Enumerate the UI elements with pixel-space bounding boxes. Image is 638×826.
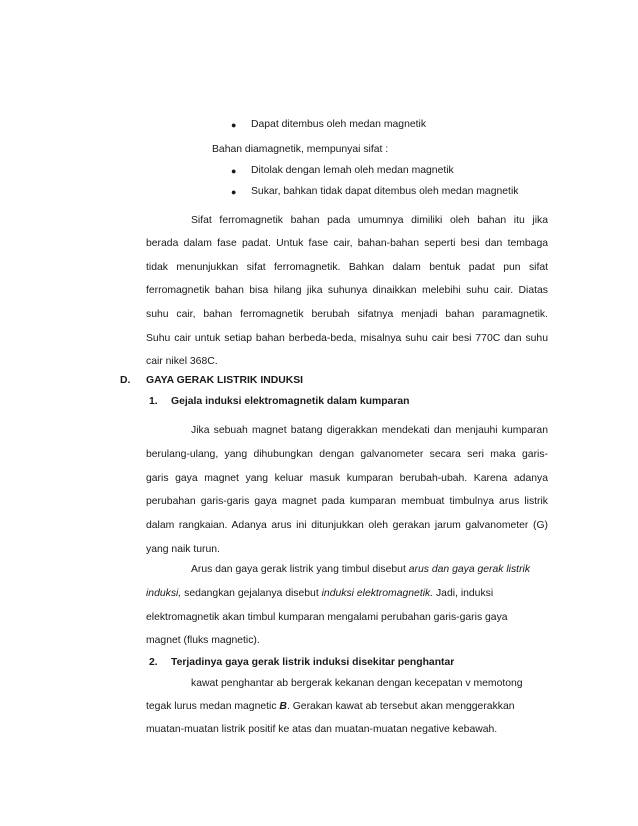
paragraph-line: Sifat ferromagnetik bahan pada umumnya dimiliki oleh bahan itu jika: [191, 215, 548, 226]
italic-term: arus dan gaya gerak listrik: [408, 564, 531, 575]
paragraph-line: [146, 587, 493, 601]
bullet-dot: ●: [231, 166, 237, 176]
paragraph-line: magnet (fluks magnetic).: [146, 635, 260, 646]
paragraph-line: Jika sebuah magnet batang digerakkan mendekati dan menjauhi kumparan: [191, 425, 548, 436]
paragraph-line: ferromagnetik bahan bisa hilang jika suhunya dinaikkan melebihi suhu cair. Diatas: [146, 285, 548, 296]
bullet-dot: ●: [231, 187, 237, 197]
subsection-number: 1.: [149, 396, 158, 407]
text-run: Jadi, induksi: [433, 588, 494, 599]
text-run: Arus dan gaya gerak listrik yang timbul disebut: [191, 564, 409, 575]
subsection-title: Terjadinya gaya gerak listrik induksi disekitar penghantar: [171, 657, 455, 668]
paragraph-line: muatan-muatan listrik positif ke atas dan muatan-muatan negative kebawah.: [146, 724, 498, 735]
paragraph-line: [146, 700, 515, 714]
section-title: GAYA GERAK LISTRIK INDUKSI: [146, 375, 304, 386]
bullet-item: Dapat ditembus oleh medan magnetik: [251, 119, 427, 130]
paragraph-line: berulang-ulang, yang dihubungkan dengan galvanometer secara seri maka garis-: [146, 449, 548, 460]
paragraph-line: perubahan garis-garis gaya magnet pada kumparan membuat timbulnya arus listrik: [146, 496, 548, 507]
italic-term: induksi elektromagnetik.: [321, 588, 434, 599]
paragraph-line: berada dalam fase padat. Untuk fase cair, bahan-bahan seperti besi dan tembaga: [146, 238, 548, 249]
text-run: . Gerakan kawat ab tersebut akan menggerakkan: [286, 701, 515, 712]
paragraph-line: elektromagnetik akan timbul kumparan mengalami perubahan garis-garis gaya: [146, 612, 508, 623]
paragraph-line: suhu cair, bahan ferromagnetik berubah sifatnya menjadi bahan paramagnetik.: [146, 309, 548, 320]
paragraph-line: yang naik turun.: [146, 544, 220, 555]
paragraph-line: [191, 563, 530, 577]
paragraph-line: cair nikel 368C.: [146, 356, 218, 367]
subsection-title: Gejala induksi elektromagnetik dalam kumparan: [171, 396, 410, 407]
text-run: sedangkan gejalanya disebut: [181, 588, 322, 599]
paragraph-line: Suhu cair untuk setiap bahan berbeda-beda, misalnya suhu cair besi 770C dan suhu: [146, 333, 548, 344]
text-run: tegak lurus medan magnetic: [146, 701, 280, 712]
paragraph-line: garis gaya magnet yang keluar masuk kumparan berubah-ubah. Karena adanya: [146, 473, 548, 484]
paragraph-line: kawat penghantar ab bergerak kekanan dengan kecepatan v memotong: [191, 678, 523, 689]
bullet-item: Sukar, bahkan tidak dapat ditembus oleh medan magnetik: [251, 186, 519, 197]
paragraph-line: dalam rangkaian. Adanya arus ini ditunjukkan oleh gerakan jarum galvanometer (G): [146, 520, 548, 531]
bullet-item: Ditolak dengan lemah oleh medan magnetik: [251, 165, 454, 176]
subsection-number: 2.: [149, 657, 158, 668]
paragraph-line: tidak menunjukkan sifat ferromagnetik. Bahkan dalam bentuk padat pun sifat: [146, 262, 548, 273]
diamagnetic-heading: Bahan diamagnetik, mempunyai sifat :: [212, 144, 389, 155]
symbol-b: B: [279, 701, 287, 712]
section-letter: D.: [120, 375, 131, 386]
italic-term: induksi,: [146, 588, 182, 599]
bullet-dot: ●: [231, 120, 237, 130]
